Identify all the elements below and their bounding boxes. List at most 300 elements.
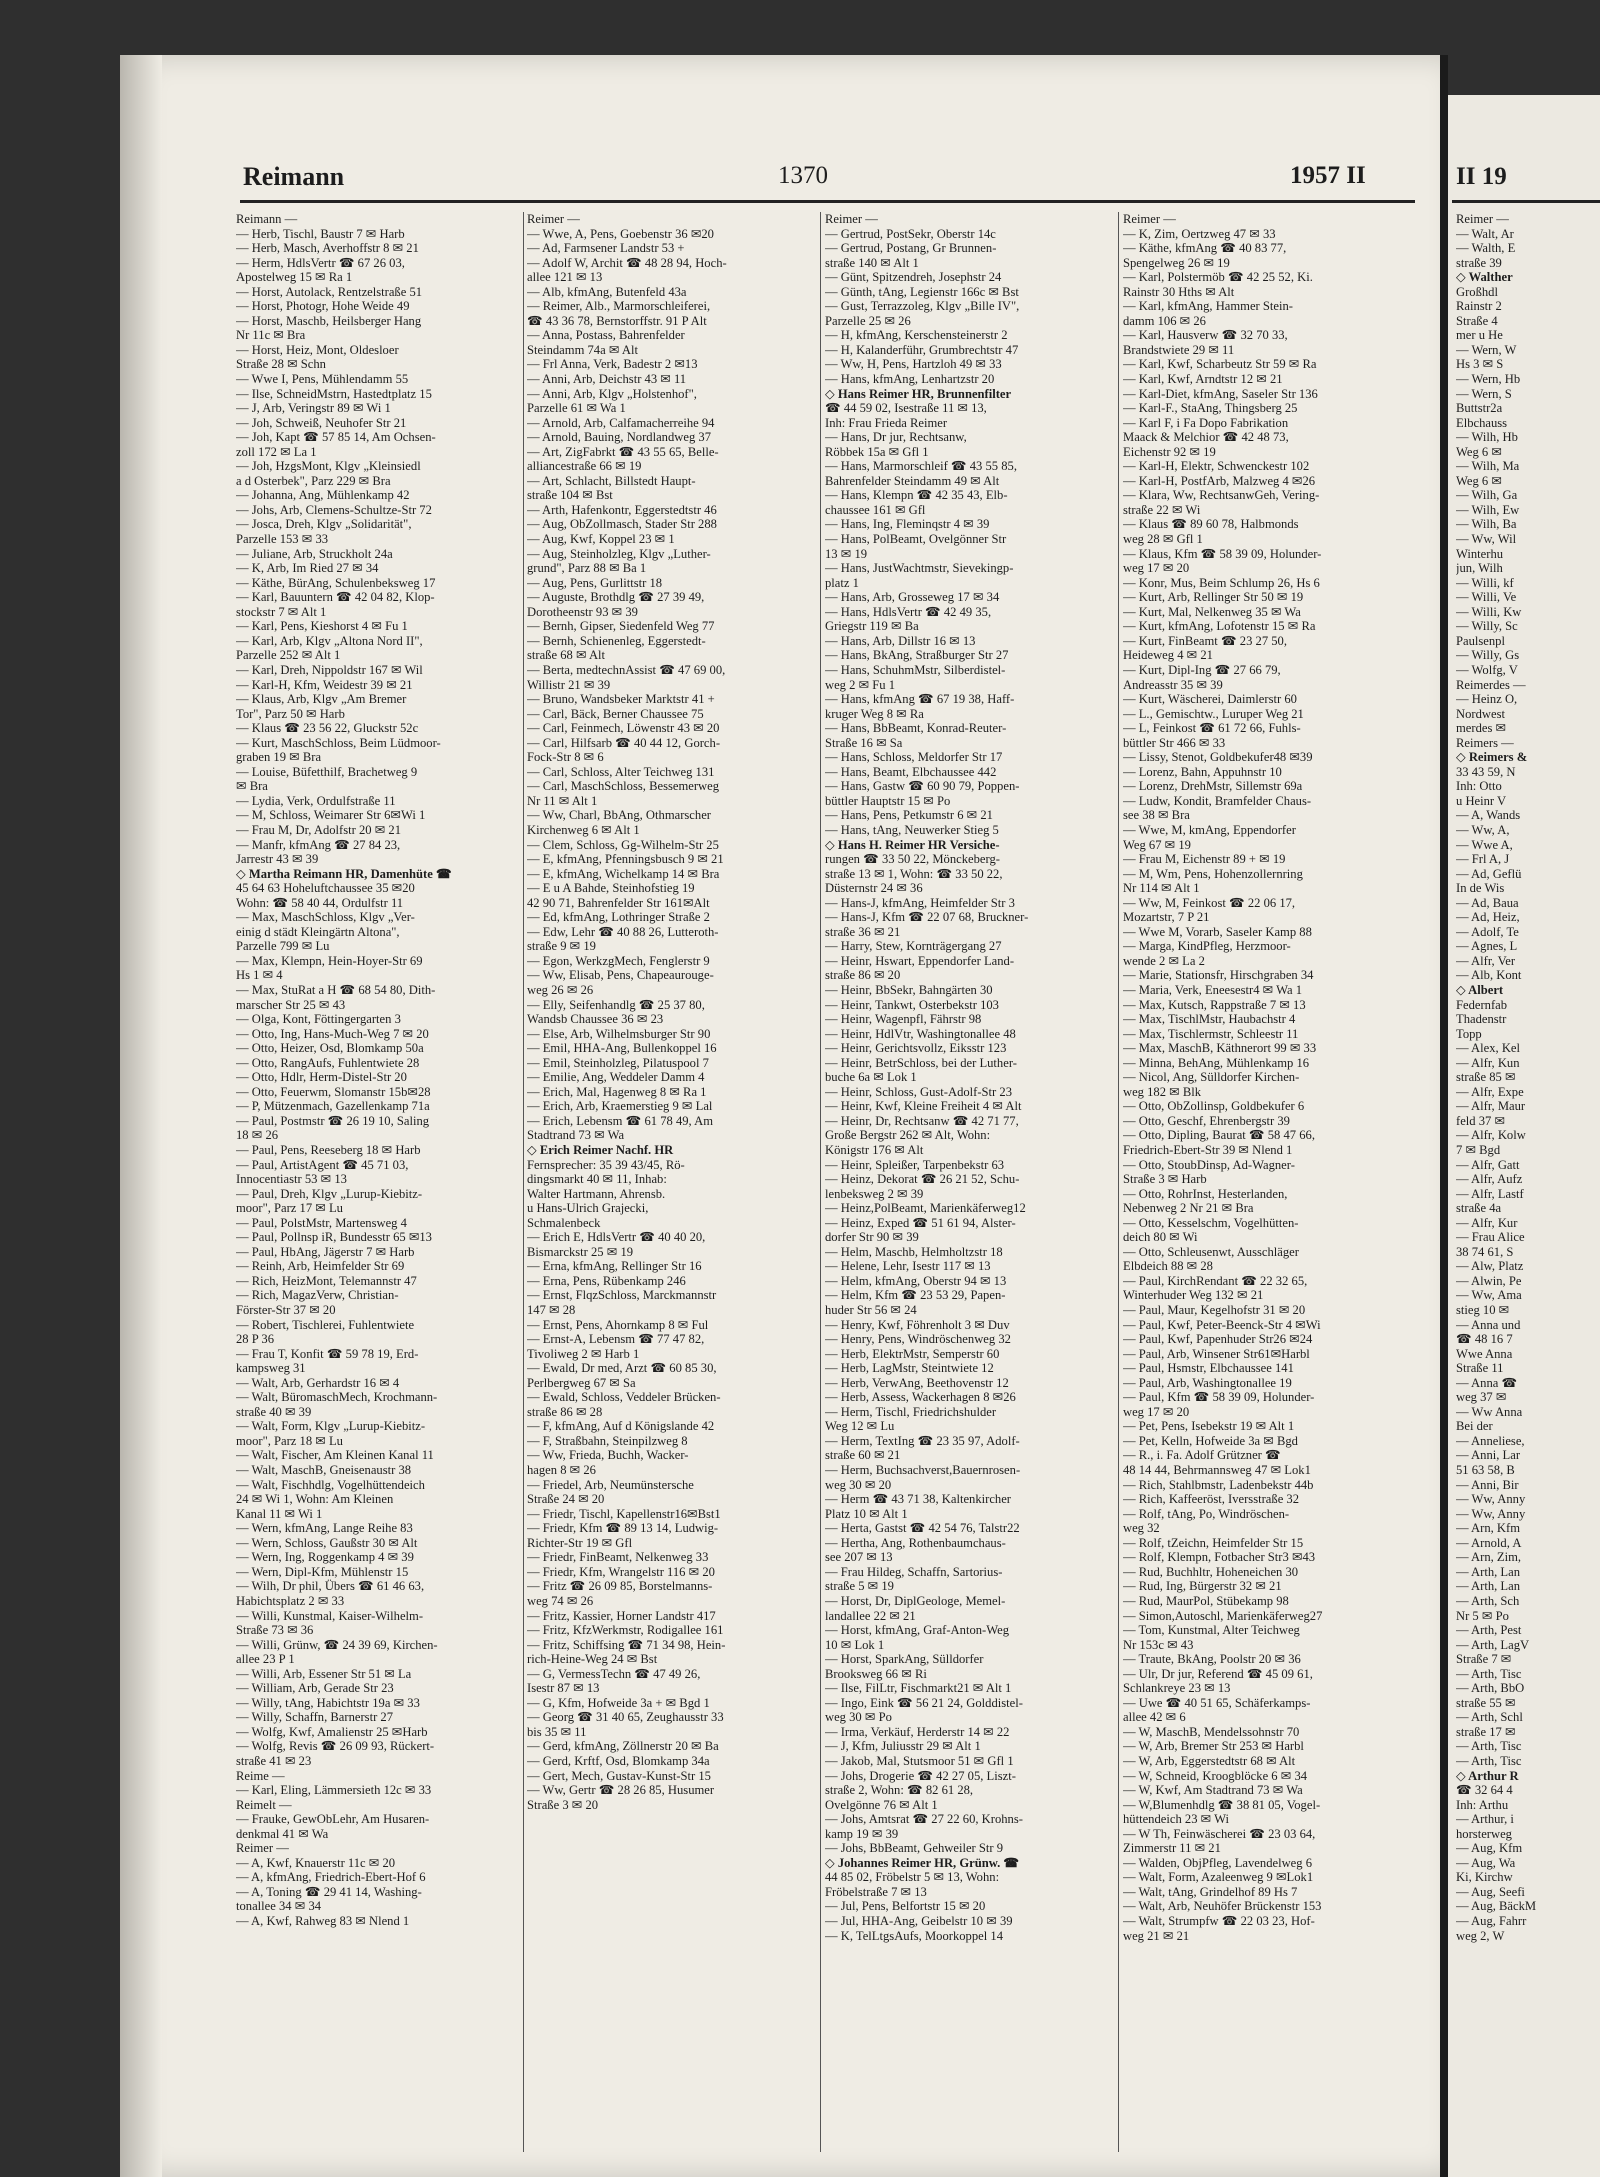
directory-entry-line: — Herb, Tischl, Baustr 7 ✉ Harb: [236, 226, 405, 241]
directory-entry-line: straße 36 ✉ 21: [825, 924, 901, 939]
directory-entry-line: — Bruno, Wandsbeker Marktstr 41 +: [527, 692, 715, 707]
directory-entry-line: Königstr 176 ✉ Alt: [825, 1143, 924, 1157]
directory-entry-line: — Paul, KirchRendant ☎ 22 32 65,: [1123, 1273, 1308, 1288]
directory-entry-line: — Manfr, kfmAng ☎ 27 84 23,: [236, 837, 401, 852]
directory-entry-line: — Joh, Kapt ☎ 57 85 14, Am Ochsen-: [236, 430, 436, 445]
directory-entry-line: Nr 5 ✉ Po: [1456, 1608, 1509, 1623]
directory-entry-line: — Anni, Lar: [1456, 1448, 1521, 1463]
directory-entry-line: — Tom, Kunstmal, Alter Teichweg: [1123, 1623, 1300, 1638]
directory-entry-line: — Henry, Pens, Windröschenweg 32: [825, 1332, 1011, 1347]
directory-entry-line: — Arth, Lan: [1456, 1564, 1521, 1579]
directory-column-2: [527, 212, 817, 2160]
directory-entry-line: Elbchauss: [1456, 415, 1508, 430]
directory-entry-line: straße 22 ✉ Wi: [1123, 502, 1201, 517]
directory-entry-line: Topp: [1456, 1026, 1482, 1041]
directory-entry-line: — Adolf W, Archit ☎ 48 28 94, Hoch-: [527, 255, 727, 270]
column-divider: [523, 212, 524, 2152]
directory-entry-line: Thadenstr: [1456, 1012, 1507, 1027]
directory-entry-line: weg 30 ✉ Po: [825, 1710, 892, 1725]
directory-entry-line: — Heinr, BetrSchloss, bei der Luther-: [825, 1055, 1017, 1070]
directory-entry-line: stieg 10 ✉: [1456, 1303, 1510, 1318]
directory-entry-line: — Olga, Kont, Föttingergarten 3: [236, 1012, 401, 1027]
next-page-running-head: II 19: [1456, 163, 1507, 190]
directory-entry-line: Großhdl: [1456, 284, 1498, 299]
directory-entry-line: — Herm, HdlsVertr ☎ 67 26 03,: [236, 255, 405, 270]
directory-entry-line: — Ewald, Schloss, Veddeler Brücken-: [527, 1390, 721, 1405]
directory-entry-line: — Egon, WerkzgMech, Fenglerstr 9: [527, 953, 710, 968]
directory-entry-line: — Anni, Arb, Deichstr 43 ✉ 11: [527, 372, 687, 387]
directory-entry-line: — Arthur, i: [1456, 1812, 1514, 1827]
directory-entry-line: — Kurt, Mal, Nelkenweg 35 ✉ Wa: [1123, 604, 1301, 619]
directory-entry-line: straße 40 ✉ 39: [236, 1404, 312, 1419]
directory-entry-line: — Hans, HdlsVertr ☎ 42 49 35,: [825, 604, 992, 619]
directory-entry-line: — Hans, Arb, Grosseweg 17 ✉ 34: [825, 590, 1000, 605]
directory-entry-line: 147 ✉ 28: [527, 1303, 576, 1318]
directory-entry-line: — Willi, Grünw, ☎ 24 39 69, Kirchen-: [236, 1637, 438, 1652]
directory-entry-line: — W, Arb, Eggerstedtstr 68 ✉ Alt: [1123, 1753, 1296, 1768]
directory-entry-line: — Reimer, Alb., Marmorschleiferei,: [527, 299, 711, 314]
directory-entry-line: — Horst, Maschb, Heilsberger Hang: [236, 313, 422, 328]
directory-entry-line: — Erich, Arb, Kraemerstieg 9 ✉ Lal: [527, 1099, 713, 1114]
page-binding-shadow: [120, 55, 162, 2177]
directory-entry-line: — Alex, Kel: [1456, 1041, 1521, 1056]
directory-entry-line: Friedrich-Ebert-Str 39 ✉ Nlend 1: [1123, 1143, 1293, 1157]
directory-entry-line: Straße 11: [1456, 1361, 1504, 1376]
directory-entry-line: rungen ☎ 33 50 22, Mönckeberg-: [825, 852, 1000, 867]
directory-entry-line: Straße 16 ✉ Sa: [825, 735, 903, 750]
directory-entry-line: Parzelle 61 ✉ Wa 1: [527, 401, 626, 416]
directory-entry-line: — Walt, BüromaschMech, Krochmann-: [236, 1390, 438, 1405]
directory-entry-line: — Karl, Kwf, Arndtstr 12 ✉ 21: [1123, 372, 1283, 387]
directory-entry-line: 10 ✉ Lok 1: [825, 1637, 885, 1652]
directory-entry-line: — Hans, Marmorschleif ☎ 43 55 85,: [825, 459, 1017, 474]
directory-entry-line: — A, Kwf, Knauerstr 11c ✉ 20: [236, 1855, 396, 1870]
directory-entry-line: — W, Kwf, Am Stadtrand 73 ✉ Wa: [1123, 1783, 1303, 1798]
directory-entry-line: Nr 114 ✉ Alt 1: [1123, 881, 1200, 896]
directory-entry-line: — Paul, Arb, Winsener Str61✉Harbl: [1123, 1346, 1310, 1361]
directory-entry-line: — Aug, Steinholzleg, Klgv „Luther-: [527, 546, 711, 561]
directory-entry-line: — Karl-F., StaAng, Thingsberg 25: [1123, 401, 1298, 416]
directory-entry-line: — Johs, Amtsrat ☎ 27 22 60, Krohns-: [825, 1812, 1023, 1827]
directory-entry-line: — Heinr, Wagenpfl, Fährstr 98: [825, 1012, 982, 1027]
directory-entry-line: — Aug, Wa: [1456, 1855, 1516, 1870]
directory-entry-line: stockstr 7 ✉ Alt 1: [236, 604, 327, 619]
directory-entry-line: straße 13 ✉ 1, Wohn: ☎ 33 50 22,: [825, 866, 1003, 881]
directory-entry-line: — Ww, Charl, BbAng, Othmarscher: [527, 808, 711, 823]
directory-entry-line: — Käthe, BürAng, Schulenbeksweg 17: [236, 575, 436, 590]
directory-entry-line: Weg 12 ✉ Lu: [825, 1419, 895, 1434]
directory-entry-line: hagen 8 ✉ 26: [527, 1463, 596, 1478]
directory-entry-line: ☎ 44 59 02, Isestraße 11 ✉ 13,: [825, 401, 987, 416]
directory-entry-line: — Arnold, Bauing, Nordlandweg 37: [527, 430, 711, 445]
directory-entry-line: — Paul, PolstMstr, Martensweg 4: [236, 1215, 407, 1230]
directory-entry-line: allee 42 ✉ 6: [1123, 1710, 1186, 1725]
directory-entry-line: — Horst, Photogr, Hohe Weide 49: [236, 299, 410, 314]
directory-entry-line: Wandsb Chaussee 36 ✉ 23: [527, 1012, 664, 1027]
directory-entry-line: — Ww, Elisab, Pens, Chapeaurouge-: [527, 968, 714, 983]
directory-entry-line: — G, VermessTechn ☎ 47 49 26,: [527, 1666, 701, 1681]
directory-entry-line: grund", Parz 88 ✉ Ba 1: [527, 561, 647, 576]
directory-entry-line: Straße 4: [1456, 313, 1498, 328]
directory-entry-line: — W, Arb, Bremer Str 253 ✉ Harbl: [1123, 1739, 1304, 1754]
directory-entry-line: — Anna ☎: [1456, 1375, 1518, 1390]
directory-entry-line: ◇ Walther: [1456, 270, 1513, 285]
directory-entry-line: Hs 3 ✉ S: [1456, 357, 1504, 372]
directory-entry-line: Straße 73 ✉ 36: [236, 1623, 314, 1638]
directory-entry-line: — Clem, Schloss, Gg-Wilhelm-Str 25: [527, 837, 719, 852]
directory-entry-line: — Klaus ☎ 89 60 78, Halbmonds: [1123, 517, 1299, 532]
directory-entry-line: — Anneliese,: [1456, 1433, 1525, 1448]
directory-entry-line: — Hans, kfmAng ☎ 67 19 38, Haff-: [825, 692, 1015, 707]
directory-entry-line: weg 26 ✉ 26: [527, 982, 594, 997]
directory-entry-line: Spengelweg 26 ✉ 19: [1123, 255, 1230, 270]
directory-entry-line: — Walt, Arb, Neuhöfer Brückenstr 153: [1123, 1899, 1322, 1914]
directory-entry-line: a d Osterbek", Parz 229 ✉ Bra: [236, 473, 391, 488]
directory-entry-line: Große Bergstr 262 ✉ Alt, Wohn:: [825, 1128, 991, 1143]
directory-entry-line: — Paul, ArtistAgent ☎ 45 71 03,: [236, 1157, 409, 1172]
directory-entry-line: — Traute, BkAng, Poolstr 20 ✉ 36: [1123, 1652, 1301, 1667]
directory-entry-line: — Ww Anna: [1456, 1404, 1523, 1419]
directory-entry-line: — Karl, Bauuntern ☎ 42 04 82, Klop-: [236, 590, 435, 605]
directory-entry-line: — Rud, Ing, Bürgerstr 32 ✉ 21: [1123, 1579, 1282, 1594]
directory-entry-line: moor", Parz 17 ✉ Lu: [236, 1201, 343, 1216]
directory-entry-line: — Arth, Sch: [1456, 1593, 1520, 1608]
directory-entry-line: — Lorenz, DrehMstr, Sillemstr 69a: [1123, 779, 1303, 794]
directory-entry-line: — Kurt, Wäscherei, Daimlerstr 60: [1123, 692, 1297, 707]
directory-entry-line: büttler Str 466 ✉ 33: [1123, 735, 1226, 750]
directory-entry-line: Kirchenweg 6 ✉ Alt 1: [527, 822, 640, 837]
directory-entry-line: Parzelle 252 ✉ Alt 1: [236, 648, 341, 663]
column-divider: [820, 212, 821, 2152]
directory-entry-line: Elbdeich 88 ✉ 28: [1123, 1259, 1213, 1274]
directory-entry-line: — Nicol, Ang, Sülldorfer Kirchen-: [1123, 1070, 1300, 1085]
directory-entry-line: — Wilh, Hb: [1456, 430, 1518, 445]
directory-entry-line: — Elly, Seifenhandlg ☎ 25 37 80,: [527, 997, 705, 1012]
directory-entry-line: — Hans, Klempn ☎ 42 35 43, Elb-: [825, 488, 1008, 503]
directory-entry-line: — Walt, tAng, Grindelhof 89 Hs 7: [1123, 1884, 1298, 1899]
directory-entry-line: — Karl, Kwf, Scharbeutz Str 59 ✉ Ra: [1123, 357, 1317, 372]
directory-entry-line: — Ww, Anny: [1456, 1506, 1526, 1521]
directory-entry-line: — Rolf, Klempn, Fotbacher Str3 ✉43: [1123, 1550, 1316, 1565]
directory-entry-line: — Josca, Dreh, Klgv „Solidarität",: [236, 517, 412, 532]
directory-entry-line: — Klaus, Arb, Klgv „Am Bremer: [236, 692, 407, 707]
directory-entry-line: — Wilh, Ba: [1456, 517, 1517, 532]
directory-entry-line: — Arth, Tisc: [1456, 1739, 1522, 1754]
directory-entry-line: merdes ✉: [1456, 721, 1507, 736]
directory-entry-line: — Johs, BbBeamt, Gehweiler Str 9: [825, 1841, 1004, 1856]
directory-entry-line: buche 6a ✉ Lok 1: [825, 1070, 917, 1085]
directory-entry-line: — H, kfmAng, Kerschensteinerstr 2: [825, 328, 1008, 343]
directory-entry-line: Walter Hartmann, Ahrensb.: [527, 1186, 666, 1201]
directory-entry-line: weg 17 ✉ 20: [1123, 561, 1190, 576]
directory-entry-line: — Aug, BäckM: [1456, 1899, 1537, 1914]
directory-entry-line: ☎ 43 36 78, Bernstorffstr. 91 P Alt: [527, 313, 707, 328]
directory-entry-line: Inh: Arthu: [1456, 1797, 1509, 1812]
directory-entry-line: Apostelweg 15 ✉ Ra 1: [236, 270, 353, 285]
directory-entry-line: — William, Arb, Gerade Str 23: [236, 1681, 394, 1696]
directory-entry-line: — Herm, TextIng ☎ 23 35 97, Adolf-: [825, 1433, 1020, 1448]
directory-entry-line: — Erich, Lebensm ☎ 61 78 49, Am: [527, 1113, 714, 1128]
directory-entry-line: — Otto, Ing, Hans-Much-Weg 7 ✉ 20: [236, 1026, 429, 1041]
directory-entry-line: — Ww, Frieda, Buchh, Wacker-: [527, 1448, 689, 1463]
directory-entry-line: — P, Mützenmach, Gazellenkamp 71a: [236, 1099, 430, 1114]
directory-entry-line: marscher Str 25 ✉ 43: [236, 997, 346, 1012]
directory-entry-line: — Lorenz, Bahn, Appuhnstr 10: [1123, 764, 1282, 779]
directory-entry-line: — Lissy, Stenot, Goldbekufer48 ✉39: [1123, 750, 1313, 765]
directory-entry-line: — Bernh, Gipser, Siedenfeld Weg 77: [527, 619, 715, 634]
directory-entry-line: weg 37 ✉: [1456, 1390, 1507, 1405]
directory-entry-line: — Karl-Diet, kfmAng, Saseler Str 136: [1123, 386, 1318, 401]
directory-entry-line: — Paul, Postmstr ☎ 26 19 10, Saling: [236, 1113, 430, 1128]
directory-entry-line: Steindamm 74a ✉ Alt: [527, 342, 638, 357]
directory-entry-line: — Herb, ElektrMstr, Semperstr 60: [825, 1346, 1000, 1361]
directory-entry-line: — Reinh, Arb, Heimfelder Str 69: [236, 1259, 405, 1274]
directory-entry-line: — Alfr, Kun: [1456, 1055, 1520, 1070]
directory-entry-line: — Max, Klempn, Hein-Hoyer-Str 69: [236, 953, 423, 968]
directory-entry-line: — Heinz, Exped ☎ 51 61 94, Alster-: [825, 1215, 1016, 1230]
directory-entry-line: — Jul, Pens, Belfortstr 15 ✉ 20: [825, 1899, 986, 1914]
directory-entry-line: — Paul, HbAng, Jägerstr 7 ✉ Harb: [236, 1244, 415, 1259]
directory-entry-line: — Hans, kfmAng, Lenhartzstr 20: [825, 372, 995, 387]
directory-entry-line: straße 85 ✉: [1456, 1070, 1516, 1085]
directory-entry-line: — Walth, E: [1456, 241, 1516, 256]
directory-entry-line: Inh: Frau Frieda Reimer: [825, 415, 948, 430]
directory-entry-line: — J, Arb, Veringstr 89 ✉ Wi 1: [236, 401, 391, 416]
directory-entry-line: Mozartstr, 7 P 21: [1123, 910, 1210, 925]
directory-entry-line: — Wern, S: [1456, 386, 1512, 401]
directory-entry-line: — Herb, VerwAng, Beethovenstr 12: [825, 1375, 1009, 1390]
directory-entry-line: straße 55 ✉: [1456, 1695, 1516, 1710]
running-head-name: Reimann: [243, 162, 345, 191]
directory-entry-line: — Friedr, Kfm ☎ 89 13 14, Ludwig-: [527, 1521, 719, 1536]
directory-entry-line: straße 104 ✉ Bst: [527, 488, 613, 503]
directory-entry-line: 48 14 44, Behrmannsweg 47 ✉ Lok1: [1123, 1463, 1311, 1478]
directory-entry-line: — Aug, Kfm: [1456, 1841, 1523, 1856]
directory-entry-line: — Heinr, Hswart, Eppendorfer Land-: [825, 953, 1015, 968]
directory-entry-line: — Karl, Hausverw ☎ 32 70 33,: [1123, 328, 1288, 343]
directory-entry-line: — Frl Anna, Verk, Badestr 2 ✉13: [527, 357, 698, 372]
directory-entry-line: — M, Wm, Pens, Hohenzollernring: [1123, 866, 1303, 881]
directory-entry-line: — Else, Arb, Wilhelmsburger Str 90: [527, 1026, 711, 1041]
directory-entry-line: — Art, ZigFabrkt ☎ 43 55 65, Belle-: [527, 444, 719, 459]
directory-entry-line: — Horst, Autolack, Rentzelstraße 51: [236, 284, 423, 299]
directory-entry-line: Winterhu: [1456, 546, 1504, 561]
directory-entry-line: weg 2, W: [1456, 1928, 1505, 1943]
directory-entry-line: weg 28 ✉ Gfl 1: [1123, 532, 1203, 547]
directory-entry-line: Paulsenpl: [1456, 633, 1505, 648]
directory-entry-line: — Herb, Masch, Averhoffstr 8 ✉ 21: [236, 241, 419, 256]
directory-entry-line: — Wolfg, Revis ☎ 26 09 93, Rückert-: [236, 1739, 435, 1754]
directory-entry-line: — Hans, PolBeamt, Ovelgönner Str: [825, 532, 1007, 547]
directory-entry-line: — Rud, MaurPol, Stübekamp 98: [1123, 1593, 1289, 1608]
directory-entry-line: — Wern, Schloss, Gaußstr 30 ✉ Alt: [236, 1535, 418, 1550]
directory-entry-line: — Rich, MagazVerw, Christian-: [236, 1288, 399, 1303]
directory-entry-line: Brooksweg 66 ✉ Ri: [825, 1666, 927, 1681]
directory-entry-line: — Hans, Dr jur, Rechtsanw,: [825, 430, 967, 445]
directory-entry-line: — Otto, Kesselschm, Vogelhütten-: [1123, 1215, 1299, 1230]
directory-entry-line: straße 17 ✉: [1456, 1724, 1516, 1739]
directory-entry-line: straße 140 ✉ Alt 1: [825, 255, 919, 270]
directory-entry-line: — Arth, Tisc: [1456, 1753, 1522, 1768]
directory-entry-line: ◇ Reimers &: [1456, 750, 1528, 765]
directory-entry-line: — Ww, Gertr ☎ 28 26 85, Husumer: [527, 1783, 715, 1798]
directory-column-1: [236, 212, 526, 2160]
directory-entry-line: Isestr 87 ✉ 13: [527, 1681, 600, 1696]
directory-entry-line: — Anna und: [1456, 1317, 1521, 1332]
directory-entry-line: — Carl, Feinmech, Löwenstr 43 ✉ 20: [527, 721, 720, 736]
directory-entry-line: — Gertrud, Postang, Gr Brunnen-: [825, 241, 997, 256]
directory-entry-line: ◇ Arthur R: [1456, 1768, 1519, 1783]
directory-entry-line: Weg 6 ✉: [1456, 473, 1502, 488]
directory-entry-line: feld 37 ✉: [1456, 1113, 1506, 1128]
directory-entry-line: — Ad, Farmsener Landstr 53 +: [527, 241, 685, 256]
directory-entry-line: ◇ Johannes Reimer HR, Grünw. ☎: [825, 1855, 1020, 1870]
directory-entry-line: — Hans, BbBeamt, Konrad-Reuter-: [825, 721, 1007, 736]
directory-entry-line: — Carl, Schloss, Alter Teichweg 131: [527, 764, 715, 779]
directory-entry-line: Reimer —: [1123, 212, 1176, 226]
directory-entry-line: — Paul, Kwf, Papenhuder Str26 ✉24: [1123, 1332, 1313, 1347]
directory-entry-line: — Ww, M, Feinkost ☎ 22 06 17,: [1123, 895, 1296, 910]
directory-entry-line: — Horst, Heiz, Mont, Oldesloer: [236, 342, 399, 357]
directory-entry-line: — Frau Hildeg, Schaffn, Sartorius-: [825, 1564, 1003, 1579]
directory-entry-line: — Alw, Platz: [1456, 1259, 1524, 1274]
directory-entry-line: — Ad, Geflü: [1456, 866, 1522, 881]
directory-entry-line: — Ulr, Dr jur, Referend ☎ 45 09 61,: [1123, 1666, 1313, 1681]
directory-entry-line: — Arth, Schl: [1456, 1710, 1523, 1725]
directory-entry-line: — Günth, tAng, Legienstr 166c ✉ Bst: [825, 284, 1019, 299]
directory-entry-line: — Karl, kfmAng, Hammer Stein-: [1123, 299, 1293, 314]
directory-entry-line: — G, Kfm, Hofweide 3a + ✉ Bgd 1: [527, 1695, 710, 1710]
directory-entry-line: huder Str 56 ✉ 24: [825, 1303, 917, 1318]
directory-entry-line: — Adolf, Te: [1456, 924, 1519, 939]
directory-entry-line: — Gerd, kfmAng, Zöllnerstr 20 ✉ Ba: [527, 1739, 719, 1754]
directory-entry-line: — Arnold, A: [1456, 1535, 1522, 1550]
directory-entry-line: — Ilse, FilLtr, Fischmarkt21 ✉ Alt 1: [825, 1681, 1012, 1696]
directory-entry-line: — Käthe, kfmAng ☎ 40 83 77,: [1123, 241, 1287, 256]
directory-entry-line: — Wern, Hb: [1456, 372, 1521, 387]
directory-entry-line: — Heinr, Kwf, Kleine Freiheit 4 ✉ Alt: [825, 1099, 1022, 1114]
directory-entry-line: 24 ✉ Wi 1, Wohn: Am Kleinen: [236, 1492, 394, 1507]
directory-entry-line: — Alfr, Lastf: [1456, 1186, 1524, 1201]
directory-entry-line: lenbeksweg 2 ✉ 39: [825, 1186, 924, 1201]
directory-entry-line: — Horst, SparkAng, Sülldorfer: [825, 1652, 984, 1667]
directory-entry-line: — Aug, Seefi: [1456, 1884, 1525, 1899]
directory-entry-line: chaussee 161 ✉ Gfl: [825, 502, 926, 517]
directory-entry-line: — Otto, Hdlr, Herm-Distel-Str 20: [236, 1070, 407, 1085]
directory-entry-line: Bismarckstr 25 ✉ 19: [527, 1244, 634, 1259]
directory-entry-line: — Herta, Gastst ☎ 42 54 76, Talstr22: [825, 1521, 1020, 1536]
directory-entry-line: — H, Kalanderführ, Grumbrechtstr 47: [825, 342, 1019, 357]
directory-entry-line: — Agnes, L: [1456, 939, 1518, 954]
directory-entry-line: — R., i. Fa. Adolf Grützner ☎: [1123, 1448, 1281, 1463]
directory-entry-line: — Heinz,PolBeamt, Marienkäferweg12: [825, 1201, 1026, 1216]
directory-entry-line: straße 41 ✉ 23: [236, 1753, 312, 1768]
directory-entry-line: — Alwin, Pe: [1456, 1273, 1522, 1288]
directory-entry-line: Kanal 11 ✉ Wi 1: [236, 1506, 323, 1521]
directory-entry-line: — Herm, Buchsachverst,Bauernrosen-: [825, 1463, 1021, 1478]
directory-entry-line: weg 182 ✉ Blk: [1123, 1084, 1202, 1099]
directory-entry-line: — Rich, Kaffeeröst, Iversstraße 32: [1123, 1492, 1300, 1507]
directory-entry-line: Straße 3 ✉ 20: [527, 1797, 599, 1812]
directory-entry-line: 38 74 61, S: [1456, 1244, 1514, 1259]
directory-entry-line: — Marie, Stationsfr, Hirschgraben 34: [1123, 968, 1314, 983]
directory-entry-line: — Hans, Gastw ☎ 60 90 79, Poppen-: [825, 779, 1020, 794]
next-page-header-rule: [1452, 200, 1600, 203]
directory-entry-line: Heideweg 4 ✉ 21: [1123, 648, 1213, 663]
directory-entry-line: horsterweg: [1456, 1826, 1512, 1841]
directory-entry-line: Reimer —: [825, 212, 878, 226]
directory-entry-line: — Walt, Ar: [1456, 226, 1514, 241]
directory-entry-line: rich-Heine-Weg 24 ✉ Bst: [527, 1652, 658, 1667]
directory-entry-line: Straße 24 ✉ 20: [527, 1492, 605, 1507]
directory-entry-line: — Frauke, GewObLehr, Am Husaren-: [236, 1812, 430, 1827]
directory-entry-line: jun, Wilh: [1456, 561, 1503, 576]
directory-entry-line: — Walt, Fischer, Am Kleinen Kanal 11: [236, 1448, 434, 1463]
directory-entry-line: — Hans, Pens, Petkumstr 6 ✉ 21: [825, 808, 993, 823]
directory-entry-line: — Willi, Kw: [1456, 604, 1522, 619]
directory-entry-line: ◇ Martha Reimann HR, Damenhüte ☎: [236, 866, 452, 881]
directory-entry-line: Schlankreye 23 ✉ 13: [1123, 1681, 1231, 1696]
directory-entry-line: — Heinr, Tankwt, Osterbekstr 103: [825, 997, 999, 1012]
directory-entry-line: Nebenweg 2 Nr 21 ✉ Bra: [1123, 1201, 1254, 1216]
directory-entry-line: — Walt, Strumpfw ☎ 22 03 23, Hof-: [1123, 1913, 1315, 1928]
directory-entry-line: — Fritz, Kassier, Horner Landstr 417: [527, 1608, 716, 1623]
directory-entry-line: — Kurt, kfmAng, Lofotenstr 15 ✉ Ra: [1123, 619, 1316, 634]
directory-entry-line: ☎ 32 64 4: [1456, 1783, 1513, 1798]
directory-entry-line: wende 2 ✉ La 2: [1123, 953, 1205, 968]
directory-entry-line: Förster-Str 37 ✉ 20: [236, 1303, 336, 1318]
directory-entry-line: — Herb, Assess, Wackerhagen 8 ✉26: [825, 1390, 1016, 1405]
directory-entry-line: — K, Arb, Im Ried 27 ✉ 34: [236, 561, 379, 576]
directory-entry-line: see 207 ✉ 13: [825, 1550, 893, 1565]
directory-entry-line: — Paul, Maur, Kegelhofstr 31 ✉ 20: [1123, 1303, 1306, 1318]
directory-entry-line: — Joh, HzgsMont, Klgv „Kleinsiedl: [236, 459, 421, 474]
directory-entry-line: Eichenstr 92 ✉ 19: [1123, 444, 1216, 459]
directory-entry-line: dingsmarkt 40 ✉ 11, Inhab:: [527, 1172, 667, 1187]
directory-entry-line: — Karl F, i Fa Dopo Fabrikation: [1123, 415, 1289, 430]
directory-entry-line: — Wern, Dipl-Kfm, Mühlenstr 15: [236, 1564, 409, 1579]
directory-entry-line: Parzelle 799 ✉ Lu: [236, 939, 330, 954]
directory-entry-line: straße 86 ✉ 28: [527, 1404, 603, 1419]
directory-entry-line: — Arth, LagV: [1456, 1637, 1530, 1652]
directory-entry-line: — Heinr, Dr, Rechtsanw ☎ 42 71 77,: [825, 1113, 1019, 1128]
directory-entry-line: — W Th, Feinwäscherei ☎ 23 03 64,: [1123, 1826, 1316, 1841]
directory-entry-line: — Rolf, tZeichn, Heimfelder Str 15: [1123, 1535, 1304, 1550]
directory-entry-line: — Otto, Feuerwm, Slomanstr 15b✉28: [236, 1084, 431, 1099]
directory-entry-line: — Carl, MaschSchloss, Bessemerweg: [527, 779, 720, 794]
directory-entry-line: Stadtrand 73 ✉ Wa: [527, 1128, 625, 1143]
directory-entry-line: — Arn, Kfm: [1456, 1521, 1521, 1536]
directory-entry-line: — Berta, medtechnAssist ☎ 47 69 00,: [527, 662, 726, 677]
directory-entry-line: — Wilh, Ma: [1456, 459, 1520, 474]
directory-entry-line: Habichtsplatz 2 ✉ 33: [236, 1593, 345, 1608]
directory-entry-line: Zimmerstr 11 ✉ 21: [1123, 1841, 1221, 1856]
directory-entry-line: ◇ Erich Reimer Nachf. HR: [527, 1143, 674, 1157]
directory-entry-line: — Ad, Heiz,: [1456, 910, 1520, 925]
directory-entry-line: bis 35 ✉ 11: [527, 1724, 587, 1739]
directory-entry-line: weg 21 ✉ 21: [1123, 1928, 1190, 1943]
directory-entry-line: — Klaus ☎ 23 56 22, Gluckstr 52c: [236, 721, 419, 736]
directory-entry-line: — Walt, Arb, Gerhardstr 16 ✉ 4: [236, 1375, 400, 1390]
directory-entry-line: — Arth, Tisc: [1456, 1666, 1522, 1681]
directory-entry-line: Schmalenbeck: [527, 1215, 601, 1230]
directory-entry-line: — Alfr, Expe: [1456, 1084, 1524, 1099]
directory-entry-line: — Klara, Ww, RechtsanwGeh, Vering-: [1123, 488, 1320, 503]
directory-entry-line: zoll 172 ✉ La 1: [236, 444, 317, 459]
directory-entry-line: — W,Blumenhdlg ☎ 38 81 05, Vogel-: [1123, 1797, 1321, 1812]
directory-entry-line: Wwe Anna: [1456, 1346, 1513, 1361]
directory-entry-line: — Anni, Bir: [1456, 1477, 1519, 1492]
